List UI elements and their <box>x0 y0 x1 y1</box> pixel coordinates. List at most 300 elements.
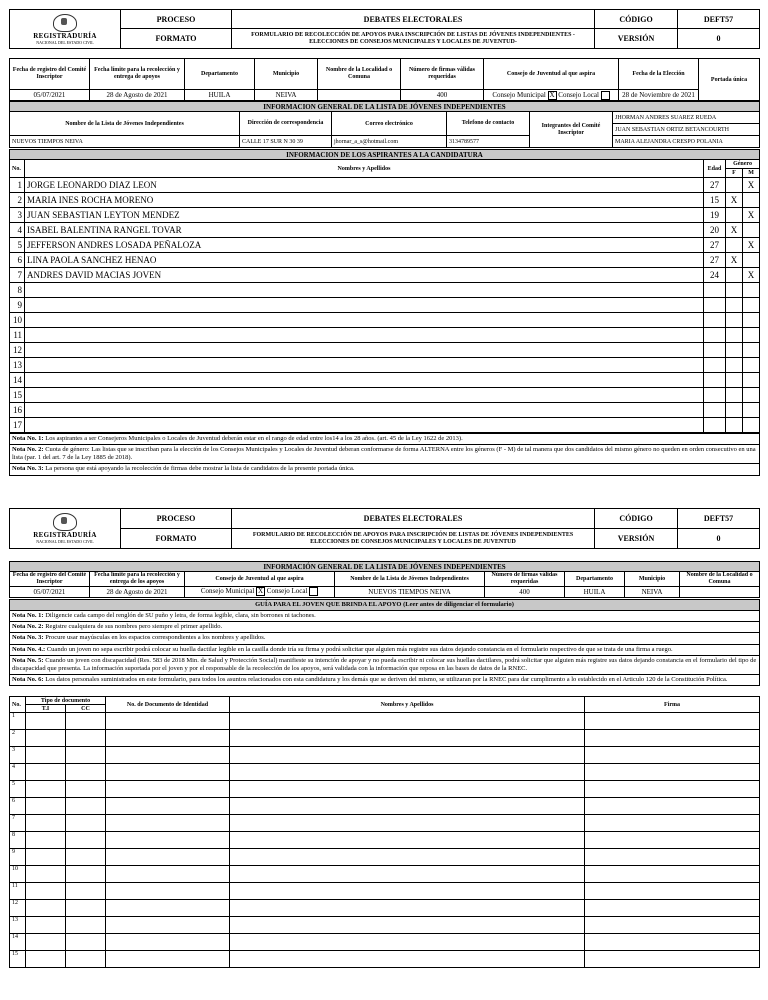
candidatos-title: INFORMACION DE LOS ASPIRANTES A LA CANDIDATURA <box>10 150 760 160</box>
h-nombres: Nombres y Apellidos <box>25 160 704 178</box>
consejo-local-checkbox[interactable] <box>601 91 610 100</box>
support-name[interactable] <box>230 747 585 764</box>
cand-f <box>726 343 743 358</box>
support-cc[interactable] <box>66 900 106 917</box>
note-label: Nota No. 2: <box>12 623 44 631</box>
fecha-registro: 05/07/2021 <box>10 90 90 101</box>
b-municipio: NEIVA <box>625 586 680 597</box>
table-row <box>10 178 760 193</box>
notas-table <box>9 433 760 476</box>
b-nombre-lista: NUEVOS TIEMPOS NEIVA <box>335 586 485 597</box>
support-name[interactable] <box>230 900 585 917</box>
note-row <box>10 655 760 674</box>
support-signature[interactable] <box>585 849 760 866</box>
support-name[interactable] <box>230 866 585 883</box>
info-top-table <box>9 58 760 101</box>
support-ti[interactable] <box>26 917 66 934</box>
support-doc[interactable] <box>106 900 230 917</box>
support-signature[interactable] <box>585 815 760 832</box>
departamento: HUILA <box>185 90 255 101</box>
note-row <box>10 611 760 622</box>
support-no: 14 <box>10 934 26 951</box>
table-row <box>10 238 760 253</box>
note-row <box>10 622 760 633</box>
note-row <box>10 633 760 644</box>
cand-name <box>25 283 704 298</box>
formato-label-2: FORMATO <box>121 529 232 549</box>
integrante-3: MARIA ALEJANDRA CRESPO POLANIA <box>613 136 760 148</box>
note-row <box>10 434 760 445</box>
consejo-choice: Consejo Municipal X Consejo Local <box>484 90 619 101</box>
support-signature[interactable] <box>585 781 760 798</box>
codigo-value: DEFT57 <box>678 10 760 29</box>
support-name[interactable] <box>230 798 585 815</box>
candidatos-table <box>9 149 760 433</box>
support-ti[interactable] <box>26 798 66 815</box>
h-edad: Edad <box>704 160 726 178</box>
cand-m <box>743 298 760 313</box>
cand-m <box>743 388 760 403</box>
note-text: Cuando un joven con discapacidad (Res. 583 de 2018 Min. de Salud y Protección Social) manifieste su intención de apoyar y no pueda escribir ni colocar sus huellas dactilares, podrá solicitar que alguien más registre sus datos dejando constancia en el formulario del tipo de discapacidad que presenta. La información suportada por el joven y por el responsable de la recolección de los apoyos, será validada con la información que reposa en las bases de datos de la RNEC. <box>12 656 757 672</box>
support-signature[interactable] <box>585 832 760 849</box>
support-cc[interactable] <box>66 883 106 900</box>
note-label: Nota No. 2: <box>12 446 44 454</box>
cand-edad <box>704 343 726 358</box>
cand-m: X <box>743 178 760 193</box>
cand-m: X <box>743 208 760 223</box>
h-ti: T.I <box>26 705 66 713</box>
support-doc[interactable] <box>106 713 230 730</box>
note-label: Nota No. 6: <box>12 675 44 683</box>
h2-localidad: Nombre de la Localidad o Comuna <box>680 572 760 587</box>
support-ti[interactable] <box>26 781 66 798</box>
cand-m: X <box>743 268 760 283</box>
h-firmas: Número de firmas válidas requeridas <box>401 59 484 90</box>
support-row <box>10 917 760 934</box>
h-fecha-eleccion: Fecha de la Elección <box>619 59 699 90</box>
support-signature[interactable] <box>585 747 760 764</box>
cand-no: 15 <box>10 388 25 403</box>
candidatos-body <box>10 178 760 433</box>
lista-direccion: CALLE 17 SUR N 30 39 <box>240 136 332 148</box>
support-signature[interactable] <box>585 798 760 815</box>
consejo-municipal-checkbox[interactable]: X <box>549 90 555 99</box>
h-telefono: Telefono de contacto <box>447 112 530 136</box>
cand-name <box>25 373 704 388</box>
support-doc[interactable] <box>106 832 230 849</box>
cand-edad: 27 <box>704 238 726 253</box>
guia-title: GUÍA PARA EL JOVEN QUE BRINDA EL APOYO (Leer antes de diligenciar el formulario) <box>10 600 760 611</box>
header-bottom <box>9 508 760 549</box>
table-row <box>10 283 760 298</box>
note <box>10 633 760 644</box>
note-text: Registre cualquiera de sus nombres pero siempre el primer apellido. <box>45 623 223 631</box>
cand-edad: 19 <box>704 208 726 223</box>
cand-name <box>25 358 704 373</box>
integrante-1: JHORMAN ANDRES SUAREZ RUEDA <box>613 112 760 124</box>
cand-name <box>25 298 704 313</box>
support-ti[interactable] <box>26 849 66 866</box>
note-row <box>10 674 760 685</box>
cand-no: 14 <box>10 373 25 388</box>
support-doc[interactable] <box>106 849 230 866</box>
note <box>10 655 760 674</box>
cand-edad <box>704 373 726 388</box>
support-row <box>10 730 760 747</box>
cand-f <box>726 388 743 403</box>
support-row <box>10 832 760 849</box>
cand-name <box>25 343 704 358</box>
support-cc[interactable] <box>66 934 106 951</box>
lista-table <box>9 101 760 148</box>
support-no: 11 <box>10 883 26 900</box>
support-name[interactable] <box>230 730 585 747</box>
support-cc[interactable] <box>66 713 106 730</box>
proceso-label-2: PROCESO <box>121 509 232 529</box>
b-consejo-choice: Consejo Municipal X Consejo Local <box>185 586 335 597</box>
cand-edad <box>704 313 726 328</box>
cand-no: 4 <box>10 223 25 238</box>
support-name[interactable] <box>230 815 585 832</box>
support-row <box>10 747 760 764</box>
formato-label: FORMATO <box>121 29 232 49</box>
support-doc[interactable] <box>106 917 230 934</box>
form-title-2: FORMULARIO DE RECOLECCIÓN DE APOYOS PARA INSCRIPCIÓN DE LISTAS DE JÓVENES INDEPENDIENTES ELECCIONES DE CONSEJOS MUNICIPALES Y LOCALES DE JUVENTUD <box>232 529 595 549</box>
support-name[interactable] <box>230 764 585 781</box>
cand-no: 2 <box>10 193 25 208</box>
cand-edad <box>704 283 726 298</box>
table-row <box>10 208 760 223</box>
cand-edad <box>704 388 726 403</box>
table-row <box>10 358 760 373</box>
h2-fecha-registro: Fecha de registro del Comité Inscriptor <box>10 572 90 587</box>
support-no: 2 <box>10 730 26 747</box>
support-cc[interactable] <box>66 781 106 798</box>
table-row <box>10 298 760 313</box>
cand-edad: 20 <box>704 223 726 238</box>
cand-edad: 15 <box>704 193 726 208</box>
h2-departamento: Departamento <box>565 572 625 587</box>
cand-no: 10 <box>10 313 25 328</box>
proceso-value: DEBATES ELECTORALES <box>232 10 595 29</box>
cand-m <box>743 343 760 358</box>
support-signature[interactable] <box>585 713 760 730</box>
support-ti[interactable] <box>26 866 66 883</box>
support-ti[interactable] <box>26 951 66 968</box>
cand-edad: 27 <box>704 178 726 193</box>
cand-name <box>25 388 704 403</box>
codigo-label-2: CÓDIGO <box>595 509 678 529</box>
support-ti[interactable] <box>26 815 66 832</box>
support-ti[interactable] <box>26 832 66 849</box>
b-consejo-local-checkbox[interactable] <box>309 587 318 596</box>
localidad <box>318 90 401 101</box>
support-cc[interactable] <box>66 951 106 968</box>
cand-m <box>743 328 760 343</box>
support-no: 10 <box>10 866 26 883</box>
support-no: 5 <box>10 781 26 798</box>
municipio: NEIVA <box>255 90 318 101</box>
support-name[interactable] <box>230 883 585 900</box>
note-row <box>10 644 760 655</box>
cand-name <box>25 403 704 418</box>
version-value-2: 0 <box>678 529 760 549</box>
support-doc[interactable] <box>106 730 230 747</box>
support-ti[interactable] <box>26 713 66 730</box>
support-name[interactable] <box>230 781 585 798</box>
support-ti[interactable] <box>26 934 66 951</box>
h-apoyo-no: No. <box>10 697 26 713</box>
cand-f <box>726 358 743 373</box>
cand-m <box>743 403 760 418</box>
support-signature[interactable] <box>585 883 760 900</box>
b-departamento: HUILA <box>565 586 625 597</box>
cand-f <box>726 313 743 328</box>
support-doc[interactable] <box>106 798 230 815</box>
registraduria-logo-2: REGISTRADURÍA NACIONAL DEL ESTADO CIVIL <box>10 509 121 549</box>
support-signature[interactable] <box>585 934 760 951</box>
cand-m <box>743 313 760 328</box>
support-ti[interactable] <box>26 747 66 764</box>
h-fecha-registro: Fecha de registro del Comité Inscriptor <box>10 59 90 90</box>
note-text: Los aspirantes a ser Consejeros Municipales o Locales de Juventud deberán estar en el rango de edad entre los14 a los 28 años. (art. 45 de la Ley 1622 de 2013). <box>45 435 463 442</box>
codigo-label: CÓDIGO <box>595 10 678 29</box>
header-top <box>9 9 760 49</box>
support-no: 12 <box>10 900 26 917</box>
h-firma: Firma <box>585 697 760 713</box>
support-ti[interactable] <box>26 900 66 917</box>
support-name[interactable] <box>230 832 585 849</box>
h-genero: Género <box>726 160 760 169</box>
support-ti[interactable] <box>26 730 66 747</box>
support-no: 1 <box>10 713 26 730</box>
cand-name <box>25 313 704 328</box>
cand-edad <box>704 298 726 313</box>
support-no: 13 <box>10 917 26 934</box>
support-row <box>10 781 760 798</box>
b-consejo-municipal-checkbox[interactable]: X <box>258 587 264 596</box>
support-doc[interactable] <box>106 951 230 968</box>
note-label: Nota No. 4.: <box>12 645 46 653</box>
cand-f <box>726 178 743 193</box>
table-row <box>10 253 760 268</box>
support-name[interactable] <box>230 951 585 968</box>
cand-f <box>726 403 743 418</box>
firmas: 400 <box>401 90 484 101</box>
h-apoyo-nombres: Nombres y Apellidos <box>230 697 585 713</box>
cand-name: JUAN SEBASTIAN LEYTON MENDEZ <box>25 208 704 223</box>
cand-m <box>743 193 760 208</box>
support-cc[interactable] <box>66 849 106 866</box>
support-doc[interactable] <box>106 764 230 781</box>
cand-no: 1 <box>10 178 25 193</box>
cand-no: 3 <box>10 208 25 223</box>
h2-firmas: Número de firmas válidas requeridas <box>485 572 565 587</box>
cand-no: 5 <box>10 238 25 253</box>
note <box>10 611 760 622</box>
support-signature[interactable] <box>585 730 760 747</box>
support-cc[interactable] <box>66 764 106 781</box>
support-cc[interactable] <box>66 866 106 883</box>
table-row <box>10 313 760 328</box>
note-label: Nota No. 5: <box>12 656 44 664</box>
note <box>10 445 760 464</box>
support-row <box>10 713 760 730</box>
support-no: 3 <box>10 747 26 764</box>
version-label: VERSIÓN <box>595 29 678 49</box>
cand-f: X <box>726 193 743 208</box>
h-nombre-lista: Nombre de la Lista de Jóvenes Independientes <box>10 112 240 136</box>
note-text: Diligencie cada campo del renglón de SU puño y letra, de forma legible, clara, sin borrones ni tachones. <box>45 612 316 620</box>
version-label-2: VERSIÓN <box>595 529 678 549</box>
h-consejo: Consejo de Juventud al que aspira <box>484 59 619 90</box>
support-row <box>10 798 760 815</box>
note-text: Procure usar mayúsculas en los espacios correspondientes a los nombres y apellidos. <box>45 634 266 642</box>
support-no: 6 <box>10 798 26 815</box>
info-bottom-title: INFORMACIÓN GENERAL DE LA LISTA DE JÓVENES INDEPENDIENTES <box>10 562 760 572</box>
cand-f <box>726 328 743 343</box>
cand-f <box>726 268 743 283</box>
lista-nombre: NUEVOS TIEMPOS NEIVA <box>10 136 240 148</box>
cand-name: JEFFERSON ANDRES LOSADA PEÑALOZA <box>25 238 704 253</box>
note <box>10 464 760 475</box>
cand-name <box>25 328 704 343</box>
cand-f <box>726 418 743 433</box>
note-text: Los datos personales suministrados en este formulario, para todos los asuntos relacionados con esta candidatura y los demás que se deriven del mismo, se utilizaran por la RNEC para dar cumplimento a lo establecido en el Articulo 120 de la Constitución Política. <box>45 675 728 683</box>
lista-telefono: 3134789577 <box>447 136 530 148</box>
note <box>10 644 760 655</box>
support-row <box>10 849 760 866</box>
support-ti[interactable] <box>26 883 66 900</box>
h2-fecha-limite: Fecha límite para la recolección y entrega de los apoyos <box>90 572 185 587</box>
h-fecha-limite: Fecha límite para la recolección y entrega de apoyos <box>90 59 185 90</box>
cand-no: 12 <box>10 343 25 358</box>
support-row <box>10 815 760 832</box>
support-no: 9 <box>10 849 26 866</box>
cand-edad <box>704 403 726 418</box>
support-doc[interactable] <box>106 815 230 832</box>
h-no: No. <box>10 160 25 178</box>
support-no: 4 <box>10 764 26 781</box>
cand-f: X <box>726 253 743 268</box>
support-cc[interactable] <box>66 730 106 747</box>
note-row <box>10 445 760 464</box>
support-doc[interactable] <box>106 866 230 883</box>
cand-edad: 24 <box>704 268 726 283</box>
b-firmas: 400 <box>485 586 565 597</box>
cand-name: JORGE LEONARDO DIAZ LEON <box>25 178 704 193</box>
table-row <box>10 373 760 388</box>
support-doc[interactable] <box>106 781 230 798</box>
cand-name: LINA PAOLA SANCHEZ HENAO <box>25 253 704 268</box>
support-no: 8 <box>10 832 26 849</box>
cand-edad: 27 <box>704 253 726 268</box>
support-signature[interactable] <box>585 951 760 968</box>
note <box>10 622 760 633</box>
fecha-eleccion: 28 de Noviembre de 2021 <box>619 90 699 101</box>
coat-of-arms-icon <box>53 14 77 32</box>
note <box>10 434 760 445</box>
h2-consejo: Consejo de Juventud al que aspira <box>185 572 335 587</box>
cand-m <box>743 373 760 388</box>
fecha-limite: 28 de Agosto de 2021 <box>90 90 185 101</box>
b-fecha-limite: 28 de Agosto de 2021 <box>90 586 185 597</box>
support-doc[interactable] <box>106 747 230 764</box>
support-cc[interactable] <box>66 917 106 934</box>
cand-m <box>743 253 760 268</box>
support-doc[interactable] <box>106 883 230 900</box>
support-cc[interactable] <box>66 798 106 815</box>
support-doc[interactable] <box>106 934 230 951</box>
coat-of-arms-icon <box>53 513 77 531</box>
support-signature[interactable] <box>585 900 760 917</box>
support-row <box>10 900 760 917</box>
lista-correo: jhornar_a_s@hotmail.com <box>332 136 447 148</box>
support-ti[interactable] <box>26 764 66 781</box>
cand-no: 8 <box>10 283 25 298</box>
codigo-value-2: DEFT57 <box>678 509 760 529</box>
cand-f <box>726 283 743 298</box>
h2-nombre-lista: Nombre de la Lista de Jóvenes Independientes <box>335 572 485 587</box>
support-name[interactable] <box>230 713 585 730</box>
support-cc[interactable] <box>66 815 106 832</box>
integrante-2: JUAN SEBASTIAN ORTIZ BETANCOURTH <box>613 124 760 136</box>
cand-edad <box>704 358 726 373</box>
support-no: 7 <box>10 815 26 832</box>
info-bottom-table <box>9 561 760 598</box>
support-name[interactable] <box>230 917 585 934</box>
support-row <box>10 764 760 781</box>
support-signature[interactable] <box>585 866 760 883</box>
support-name[interactable] <box>230 934 585 951</box>
support-cc[interactable] <box>66 832 106 849</box>
cand-no: 9 <box>10 298 25 313</box>
h-correo: Correo electrónico <box>332 112 447 136</box>
h-direccion: Dirección de correspondencia <box>240 112 332 136</box>
support-signature[interactable] <box>585 764 760 781</box>
support-name[interactable] <box>230 849 585 866</box>
cand-name <box>25 418 704 433</box>
cand-m <box>743 358 760 373</box>
proceso-value-2: DEBATES ELECTORALES <box>232 509 595 529</box>
note-label: Nota No. 3: <box>12 465 44 473</box>
table-row <box>10 403 760 418</box>
cand-no: 7 <box>10 268 25 283</box>
note-text: Cuota de género: Las listas que se inscriban para la elección de los Consejos Municipales y Locales de Juventud deberan conformarse de forma ALTERNA entre los géneros (F - M) de tal manera que dos candidatos del mismo género no queden en orden consecutivo en una lista (par. 1 del art. 7 de la Ley 1885 de 2018). <box>12 446 756 462</box>
proceso-label: PROCESO <box>121 10 232 29</box>
note <box>10 674 760 685</box>
support-signature[interactable] <box>585 917 760 934</box>
h-departamento: Departamento <box>185 59 255 90</box>
h-portada: Portada única <box>699 59 760 101</box>
b-fecha-registro: 05/07/2021 <box>10 586 90 597</box>
table-row <box>10 388 760 403</box>
table-row <box>10 193 760 208</box>
support-row <box>10 951 760 968</box>
h-municipio: Municipio <box>255 59 318 90</box>
note-label: Nota No. 1: <box>12 435 44 442</box>
note-text: La persona que está apoyando la recolección de firmas debe mostrar la lista de candidatos de la presente portada única. <box>45 465 355 473</box>
support-row <box>10 934 760 951</box>
support-row <box>10 883 760 900</box>
b-localidad <box>680 586 760 597</box>
cand-f <box>726 238 743 253</box>
cand-no: 6 <box>10 253 25 268</box>
h-tipo-doc: Tipo de documento <box>26 697 106 705</box>
cand-edad <box>704 328 726 343</box>
support-cc[interactable] <box>66 747 106 764</box>
cand-edad <box>704 418 726 433</box>
